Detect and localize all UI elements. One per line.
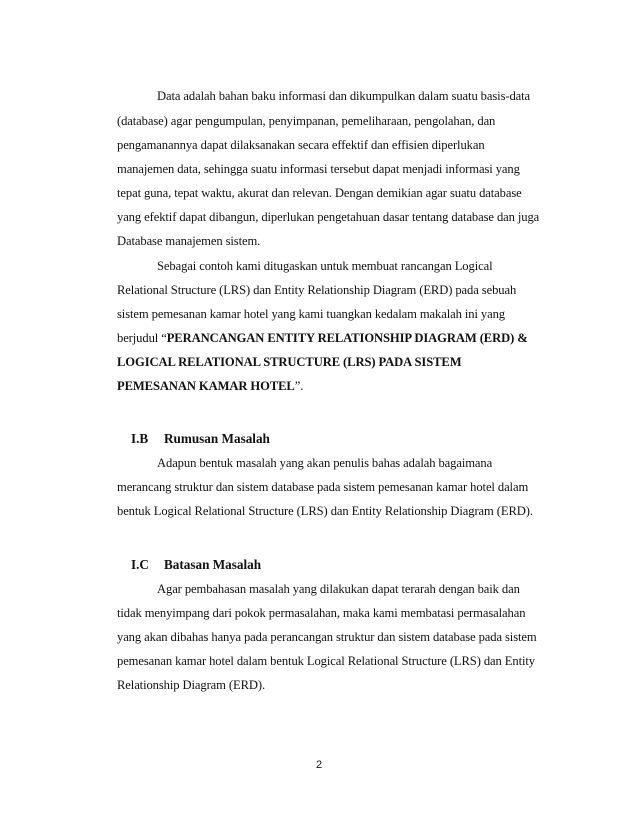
intro-p1-line-3: pengamanannya dapat dilaksanakan secara effektif dan effisien diperlukan — [117, 138, 485, 152]
document-title-part-1: PERANCANGAN ENTITY RELATIONSHIP DIAGRAM (ERD) & — [166, 331, 528, 345]
intro-p2-line-3: sistem pemesanan kamar hotel yang kami tuangkan kedalam makalah ini yang — [117, 307, 505, 321]
intro-p1-line-1: Data adalah bahan baku informasi dan dikumpulkan dalam suatu basis-data — [157, 89, 531, 103]
intro-p1-line-6: yang efektif dapat dibangun, diperlukan pengetahuan dasar tentang database dan juga — [117, 210, 540, 224]
intro-p2-line-6 — [117, 378, 537, 394]
section-c-number: I.C — [131, 557, 149, 572]
intro-p2-line-6-suffix: ”. — [294, 379, 304, 393]
section-c-line-4: pemesanan kamar hotel dalam bentuk Logical Relational Structure (LRS) dan Entity — [117, 654, 535, 668]
intro-p2-line-4-prefix: berjudul “ — [117, 331, 167, 345]
intro-p2-line-1: Sebagai contoh kami ditugaskan untuk membuat rancangan Logical — [157, 259, 493, 273]
section-c-title: Batasan Masalah — [164, 557, 262, 572]
section-c-line-5: Relationship Diagram (ERD). — [117, 678, 266, 692]
section-b-line-3: bentuk Logical Relational Structure (LRS) dan Entity Relationship Diagram (ERD). — [117, 504, 533, 518]
section-b-number: I.B — [131, 431, 149, 446]
section-b-line-2: merancang struktur dan sistem database pada sistem pemesanan kamar hotel dalam — [117, 480, 529, 494]
section-c-line-1: Agar pembahasan masalah yang dilakukan dapat terarah dengan baik dan — [157, 582, 520, 596]
section-b-title: Rumusan Masalah — [164, 431, 270, 446]
section-c-line-2: tidak menyimpang dari pokok permasalahan, maka kami membatasi permasalahan — [117, 606, 526, 620]
intro-p2-line-2: Relational Structure (LRS) dan Entity Relationship Diagram (ERD) pada sebuah — [117, 283, 517, 297]
page-number: 2 — [315, 759, 323, 771]
intro-p2-line-4 — [117, 330, 537, 346]
document-title-part-2: LOGICAL RELATIONAL STRUCTURE (LRS) PADA SISTEM — [117, 355, 462, 369]
intro-p1-line-2: (database) agar pengumpulan, penyimpanan, pemeliharaan, pengolahan, dan — [117, 114, 496, 128]
intro-p1-line-7: Database manajemen sistem. — [117, 234, 261, 248]
section-c-line-3: yang akan dibahas hanya pada perancangan struktur dan sistem database pada sistem — [117, 630, 537, 644]
intro-p1-line-4: manajemen data, sehingga suatu informasi tersebut dapat menjadi informasi yang — [117, 162, 520, 176]
intro-p1-line-5: tepat guna, tepat waktu, akurat dan relevan. Dengan demikian agar suatu database — [117, 186, 522, 200]
section-b-line-1: Adapun bentuk masalah yang akan penulis bahas adalah bagaimana — [157, 456, 493, 470]
document-title-part-3: PEMESANAN KAMAR HOTEL — [117, 379, 295, 393]
